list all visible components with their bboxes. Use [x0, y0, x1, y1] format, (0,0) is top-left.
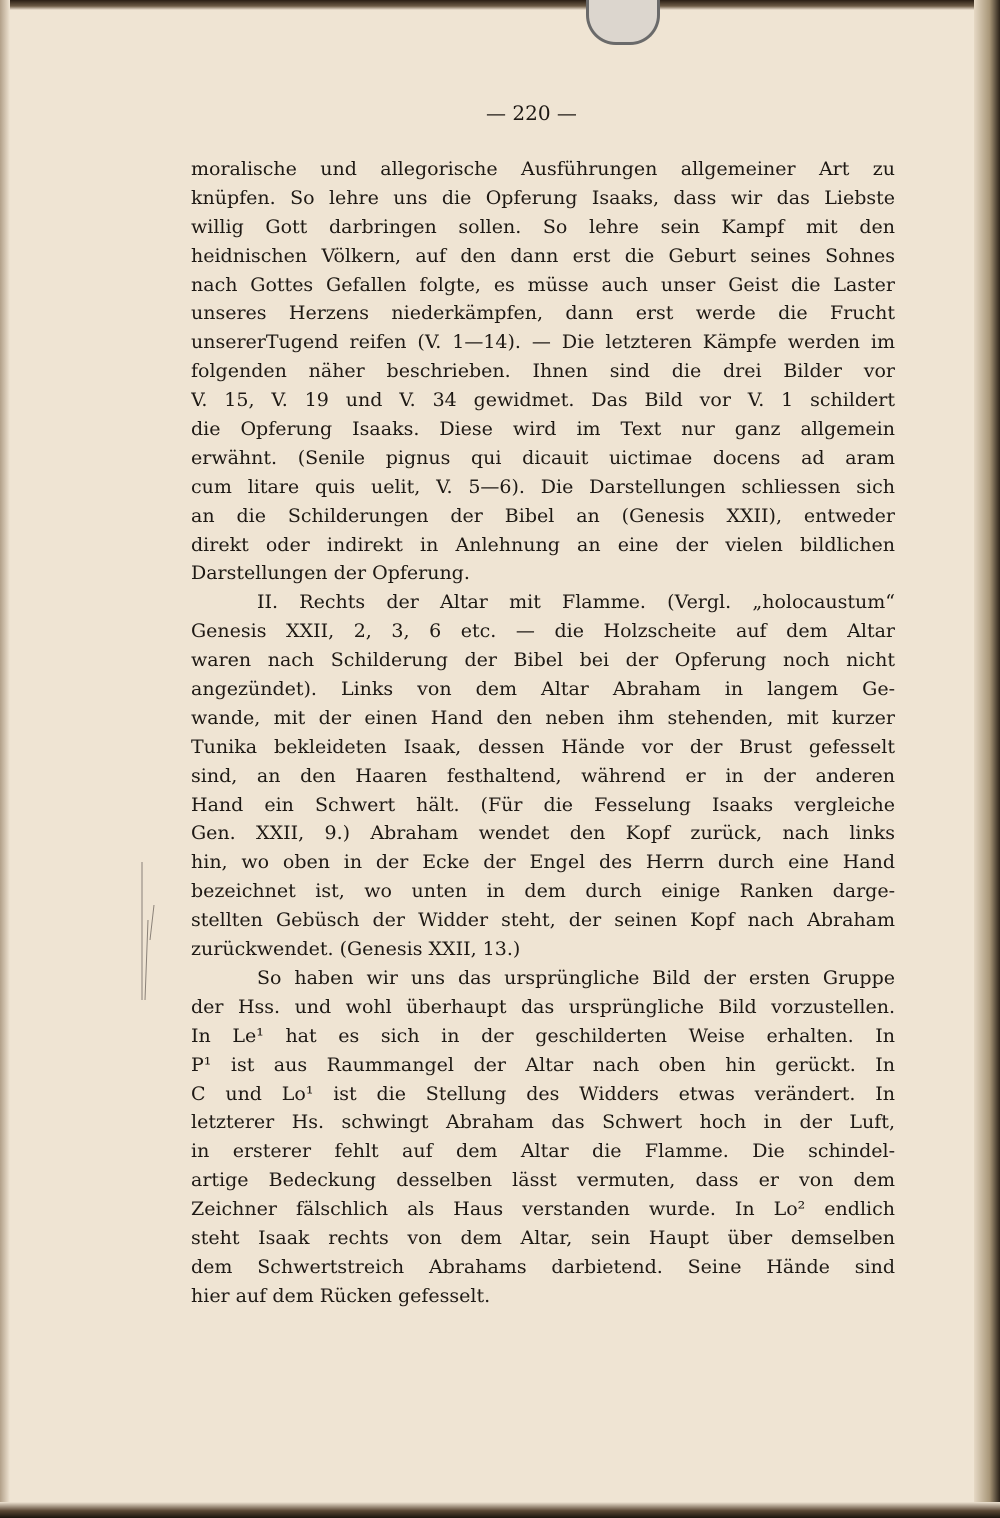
- page-bottom-edge: [0, 1502, 1000, 1518]
- text-line: stellten Gebüsch der Widder steht, der seinen Kopf nach Abraham: [191, 909, 895, 932]
- text-line: wande, mit der einen Hand den neben ihm stehenden, mit kurzer: [191, 706, 895, 729]
- text-line: Darstellungen der Opferung.: [191, 562, 470, 585]
- text-line: P¹ ist aus Raummangel der Altar nach oben hin gerückt. In: [191, 1053, 895, 1076]
- text-line: waren nach Schilderung der Bibel bei der Opferung noch nicht: [191, 649, 895, 672]
- text-line: Hand ein Schwert hält. (Für die Fesselung Isaaks vergleiche: [191, 793, 895, 816]
- text-line: Genesis XXII, 2, 3, 6 etc. — die Holzscheite auf dem Altar: [191, 620, 895, 643]
- text-line: der Hss. und wohl überhaupt das ursprüngliche Bild vorzustellen.: [191, 995, 895, 1018]
- text-line: direkt oder indirekt in Anlehnung an eine der vielen bildlichen: [191, 533, 895, 556]
- text-line: in ersterer fehlt auf dem Altar die Flamme. Die schindel-: [191, 1140, 895, 1163]
- pencil-margin-marks: [128, 860, 168, 1010]
- text-line: bezeichnet ist, wo unten in dem durch einige Ranken darge-: [191, 880, 895, 903]
- text-line: die Opferung Isaaks. Diese wird im Text nur ganz allgemein: [191, 418, 895, 441]
- text-line: moralische und allegorische Ausführungen allgemeiner Art zu: [191, 158, 895, 180]
- text-line: zurückwendet. (Genesis XXII, 13.): [191, 938, 521, 961]
- text-line: artige Bedeckung desselben lässt vermuten, dass er von dem: [191, 1169, 895, 1192]
- page-right-edge: [974, 0, 1000, 1518]
- text-line: angezündet). Links von dem Altar Abraham in langem Ge-: [191, 678, 895, 701]
- text-line: Tunika bekleideten Isaak, dessen Hände vor der Brust gefesselt: [191, 735, 895, 758]
- text-line: sind, an den Haaren festhaltend, während er in der anderen: [191, 764, 895, 787]
- text-line: hin, wo oben in der Ecke der Engel des Herrn durch eine Hand: [191, 851, 895, 874]
- text-line: knüpfen. So lehre uns die Opferung Isaaks, dass wir das Liebste: [191, 186, 895, 209]
- text-line: nach Gottes Gefallen folgte, es müsse auch unser Geist die Laster: [191, 273, 895, 296]
- text-line: Gen. XXII, 9.) Abraham wendet den Kopf zurück, nach links: [191, 822, 895, 845]
- text-line: C und Lo¹ ist die Stellung des Widders etwas verändert. In: [191, 1082, 895, 1105]
- page-number: — 220 —: [486, 101, 577, 125]
- text-line: hier auf dem Rücken gefesselt.: [191, 1284, 491, 1307]
- text-line: unseres Herzens niederkämpfen, dann erst werde die Frucht: [191, 302, 895, 325]
- text-line: an die Schilderungen der Bibel an (Genesis XXII), entweder: [191, 504, 895, 527]
- text-line: cum litare quis uelit, V. 5—6). Die Darstellungen schliessen sich: [191, 475, 895, 498]
- text-line: In Le¹ hat es sich in der geschilderten Weise erhalten. In: [191, 1024, 895, 1047]
- text-line: So haben wir uns das ursprüngliche Bild der ersten Gruppe: [257, 966, 895, 989]
- text-line: II. Rechts der Altar mit Flamme. (Vergl. „holocaustum“: [257, 591, 895, 614]
- page-top-edge: [0, 0, 1000, 10]
- page-clip: [586, 0, 660, 45]
- text-line: dem Schwertstreich Abrahams darbietend. Seine Hände sind: [191, 1255, 895, 1278]
- text-line: steht Isaak rechts von dem Altar, sein Haupt über demselben: [191, 1226, 895, 1249]
- text-line: willig Gott darbringen sollen. So lehre sein Kampf mit den: [191, 215, 895, 238]
- text-line: Zeichner fälschlich als Haus verstanden wurde. In Lo² endlich: [191, 1198, 895, 1221]
- text-line: heidnischen Völkern, auf den dann erst die Geburt seines Sohnes: [191, 244, 895, 267]
- text-line: unsererTugend reifen (V. 1—14). — Die letzteren Kämpfe werden im: [191, 331, 895, 354]
- body-text: [191, 155, 895, 1311]
- text-line: V. 15, V. 19 und V. 34 gewidmet. Das Bild vor V. 1 schildert: [191, 389, 895, 412]
- text-line: folgenden näher beschrieben. Ihnen sind die drei Bilder vor: [191, 360, 895, 383]
- page-left-edge: [0, 0, 10, 1518]
- text-line: letzterer Hs. schwingt Abraham das Schwert hoch in der Luft,: [191, 1111, 895, 1134]
- text-line: erwähnt. (Senile pignus qui dicauit uictimae docens ad aram: [191, 446, 895, 469]
